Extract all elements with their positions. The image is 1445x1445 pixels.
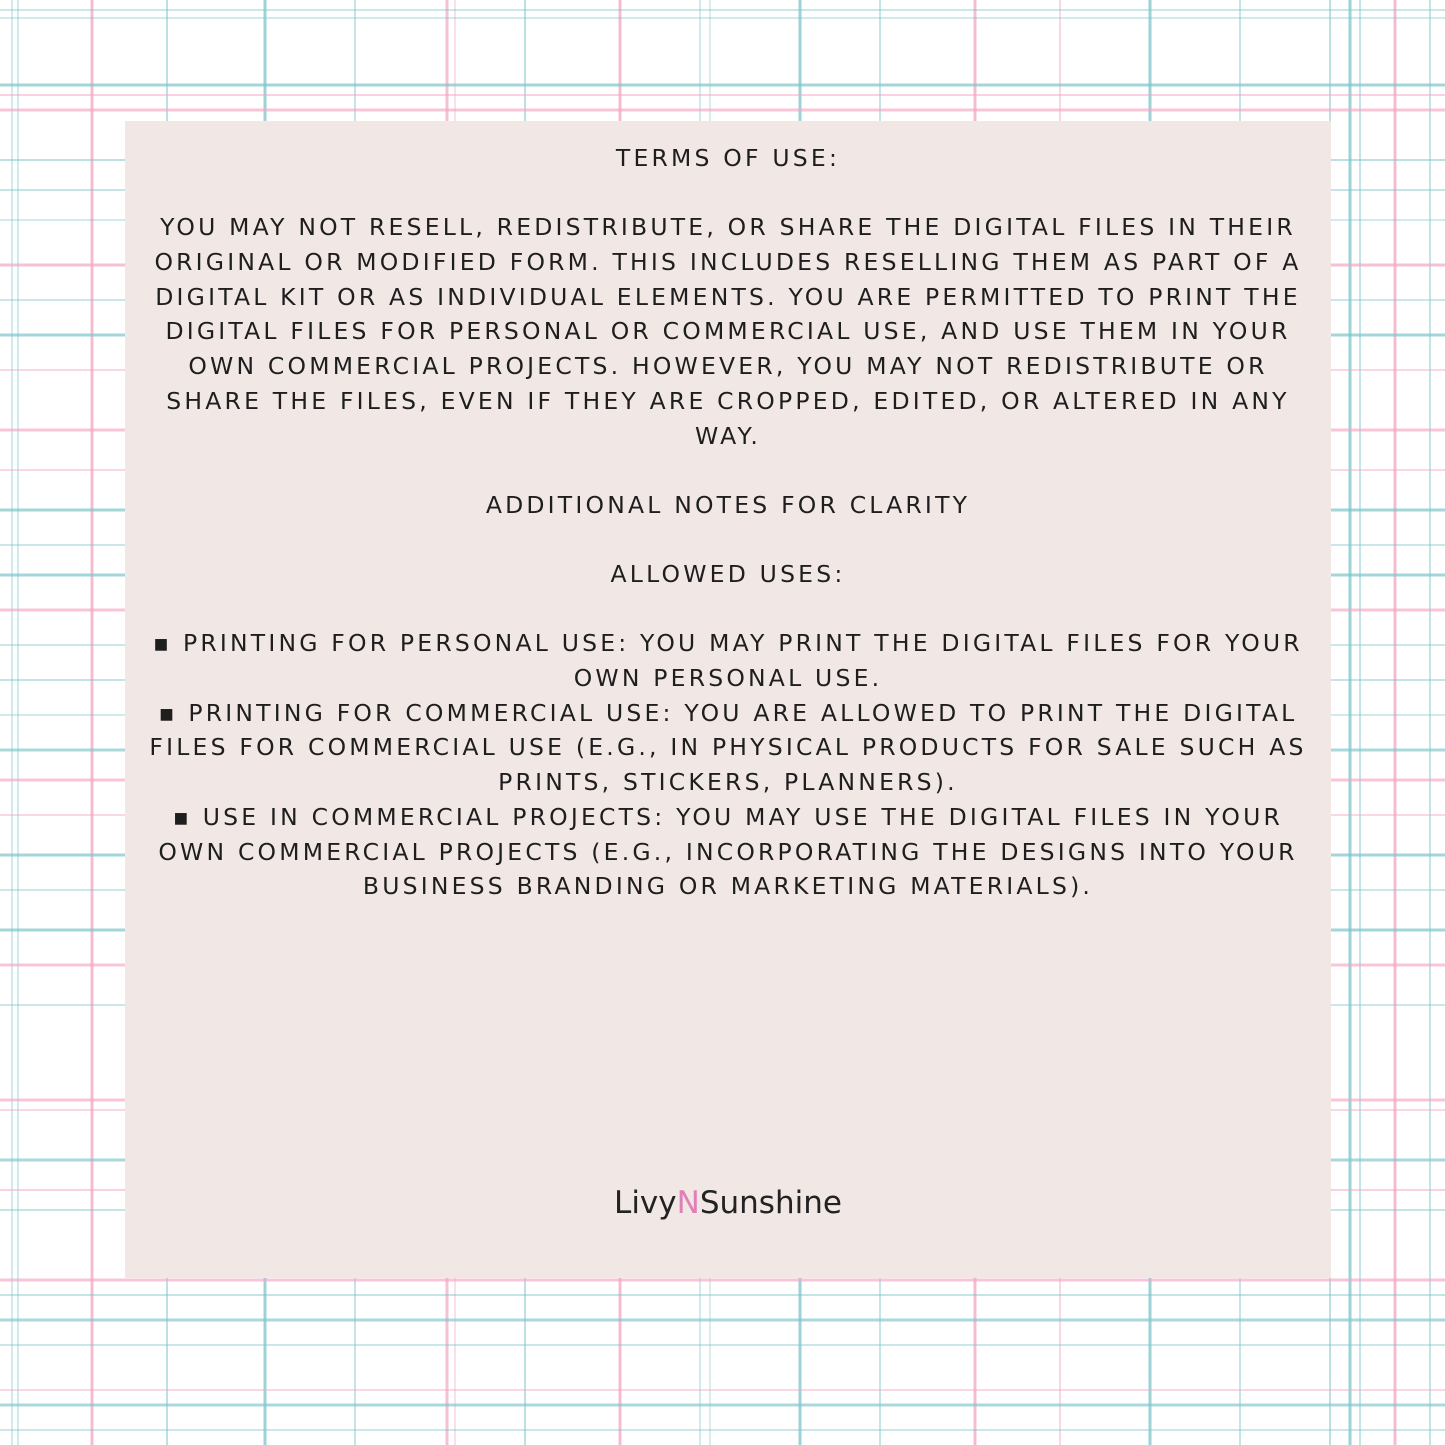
brand-logo xyxy=(125,1185,1331,1221)
plaid-line-vertical xyxy=(1429,0,1431,1445)
allowed-item-line: OWN COMMERCIAL PROJECTS (E.G., INCORPORATING THE DESIGNS INTO YOUR xyxy=(158,838,1298,866)
plaid-line-horizontal xyxy=(0,109,1445,112)
notes-heading: ADDITIONAL NOTES FOR CLARITY xyxy=(485,491,971,519)
plaid-line-vertical xyxy=(17,0,19,1445)
allowed-heading: ALLOWED USES: xyxy=(610,560,846,588)
plaid-line-vertical xyxy=(91,0,94,1445)
terms-paragraph-line: DIGITAL KIT OR AS INDIVIDUAL ELEMENTS. YOU ARE PERMITTED TO PRINT THE xyxy=(155,283,1301,311)
terms-card xyxy=(125,121,1331,1278)
terms-paragraph-line: ORIGINAL OR MODIFIED FORM. THIS INCLUDES RESELLING THEM AS PART OF A xyxy=(154,248,1302,276)
plaid-line-horizontal xyxy=(0,84,1445,87)
plaid-line-horizontal xyxy=(0,1279,1445,1282)
allowed-item-line: ▪ PRINTING FOR COMMERCIAL USE: YOU ARE ALLOWED TO PRINT THE DIGITAL xyxy=(158,699,1298,727)
plaid-line-horizontal xyxy=(0,1344,1445,1346)
plaid-line-horizontal xyxy=(0,1294,1445,1296)
plaid-line-vertical xyxy=(1349,0,1352,1445)
plaid-line-horizontal xyxy=(0,9,1445,11)
plaid-line-vertical xyxy=(1394,0,1397,1445)
allowed-item-line: ▪ USE IN COMMERCIAL PROJECTS: YOU MAY USE THE DIGITAL FILES IN YOUR xyxy=(172,803,1284,831)
brand-part-n: N xyxy=(676,1185,700,1221)
allowed-item-line: PRINTS, STICKERS, PLANNERS). xyxy=(498,768,958,796)
allowed-item-line: ▪ PRINTING FOR PERSONAL USE: YOU MAY PRINT THE DIGITAL FILES FOR YOUR xyxy=(153,629,1303,657)
terms-paragraph-line: SHARE THE FILES, EVEN IF THEY ARE CROPPED, EDITED, OR ALTERED IN ANY xyxy=(166,387,1290,415)
plaid-line-horizontal xyxy=(0,1389,1445,1391)
plaid-line-horizontal xyxy=(0,1319,1445,1322)
plaid-line-horizontal xyxy=(0,1404,1445,1407)
allowed-item-line: FILES FOR COMMERCIAL USE (E.G., IN PHYSICAL PRODUCTS FOR SALE SUCH AS xyxy=(149,733,1307,761)
terms-title: TERMS OF USE: xyxy=(615,144,841,172)
terms-paragraph-line: DIGITAL FILES FOR PERSONAL OR COMMERCIAL USE, AND USE THEM IN YOUR xyxy=(165,317,1291,345)
brand-part-livy: Livy xyxy=(614,1185,677,1221)
terms-paragraph-line: WAY. xyxy=(694,422,762,450)
plaid-line-horizontal xyxy=(0,94,1445,96)
plaid-line-vertical xyxy=(11,0,13,1445)
brand-part-sunshine: Sunshine xyxy=(699,1185,842,1221)
plaid-line-horizontal xyxy=(0,17,1445,19)
plaid-line-horizontal xyxy=(0,1429,1445,1431)
allowed-item-line: OWN PERSONAL USE. xyxy=(573,664,883,692)
terms-paragraph-line: OWN COMMERCIAL PROJECTS. HOWEVER, YOU MAY NOT REDISTRIBUTE OR xyxy=(188,352,1268,380)
allowed-item-line: BUSINESS BRANDING OR MARKETING MATERIALS). xyxy=(362,872,1094,900)
plaid-line-vertical xyxy=(1359,0,1361,1445)
terms-paragraph-line: YOU MAY NOT RESELL, REDISTRIBUTE, OR SHARE THE DIGITAL FILES IN THEIR xyxy=(160,213,1296,241)
